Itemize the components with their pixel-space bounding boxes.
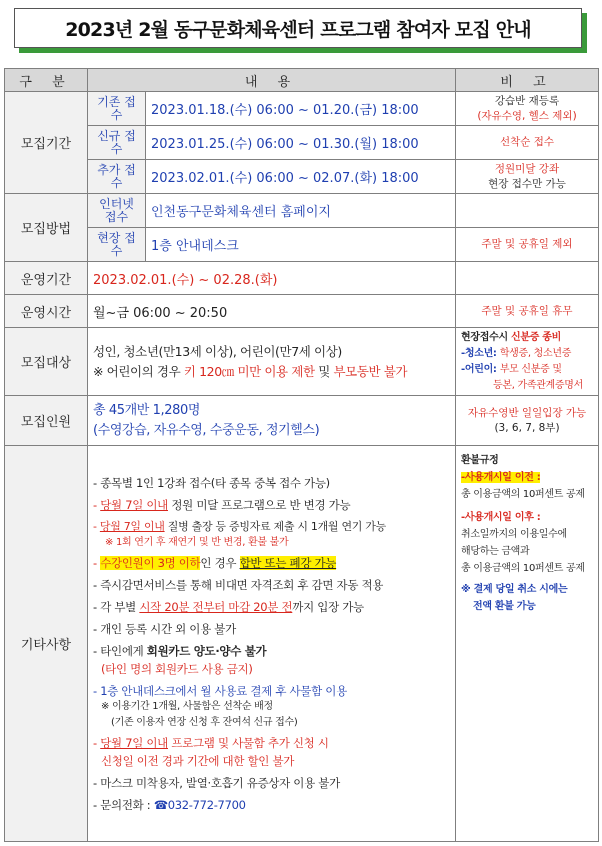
misc-item-10: - 당월 7일 이내 프로그램 및 사물함 추가 신청 시: [93, 735, 329, 750]
refund-line-7: ※ 결제 당일 취소 시에는: [461, 584, 568, 595]
row-method-onsite: [5, 228, 599, 262]
misc-item-1: - 종목별 1인 1강좌 접수(타 종목 중복 접수 가능): [93, 475, 330, 490]
target-line-2: ※ 어린이의 경우 키 120㎝ 미만 이용 제한 및 부모동반 불가: [93, 363, 408, 379]
existing-note: [456, 92, 599, 126]
sub-additional: 추가 접수: [88, 160, 146, 194]
row-method-internet: [5, 194, 599, 228]
additional-note-2: 현장 접수만 가능: [488, 177, 566, 190]
internet-method-text: 인천동구문화체육센터 홈페이지: [146, 194, 456, 228]
new-note: 선착순 접수: [456, 126, 599, 160]
row-capacity: [5, 396, 599, 446]
row-operation-time: [5, 295, 599, 328]
title-banner: [14, 8, 582, 48]
misc-content: [88, 446, 456, 842]
target-note-2: -청소년: 학생증, 청소년증: [461, 347, 572, 359]
new-period-text: 2023.01.25.(수) 06:00 ~ 01.30.(월) 18:00: [146, 126, 456, 160]
refund-line-6: 총 이용금액의 10퍼센트 공제: [461, 563, 585, 574]
operation-period-text: 2023.02.01.(수) ~ 02.28.(화): [88, 262, 456, 295]
category-recruit-method: 모집방법: [5, 194, 88, 262]
misc-item-9-note-2: (기존 이용자 연장 신청 후 잔여석 신규 접수): [111, 716, 298, 728]
misc-item-3: - 당월 7일 이내 질병 출장 등 증빙자료 제출 시 1개월 연기 가능: [93, 519, 386, 533]
misc-item-8-note: (타인 명의 회원카드 사용 금지): [101, 661, 253, 676]
capacity-line-1: 총 45개반 1,280명: [93, 402, 201, 418]
misc-item-2: - 당월 7일 이내 정원 미달 프로그램으로 반 변경 가능: [93, 497, 351, 512]
sub-existing: 기존 접수: [88, 92, 146, 126]
additional-period-text: 2023.02.01.(수) 06:00 ~ 02.07.(화) 18:00: [146, 160, 456, 194]
category-target: 모집대상: [5, 328, 88, 396]
misc-item-12: - 문의전화 : ☎032-772-7700: [93, 797, 246, 812]
capacity-line-2: (수영강습, 자유수영, 수중운동, 정기헬스): [93, 422, 320, 438]
capacity-content: [88, 396, 456, 446]
row-recruit-additional: [5, 160, 599, 194]
misc-item-9-note-1: ※ 이용기간 1개월, 사물함은 선착순 배정: [101, 700, 273, 712]
existing-period-text: 2023.01.18.(수) 06:00 ~ 01.20.(금) 18:00: [146, 92, 456, 126]
refund-line-2: 총 이용금액의 10퍼센트 공제: [461, 489, 585, 500]
additional-note: [456, 160, 599, 194]
refund-title: 환불규정: [461, 455, 499, 466]
target-note-4: 등본, 가족관계증명서: [493, 379, 583, 391]
misc-item-10-cont: 신청일 이전 경과 기간에 대한 할인 불가: [101, 753, 295, 768]
misc-item-9: - 1층 안내데스크에서 월 사용료 결제 후 사물함 이용: [93, 683, 347, 698]
capacity-note: [456, 396, 599, 446]
row-misc: [5, 446, 599, 842]
refund-line-4: 취소일까지의 이용일수에: [461, 529, 567, 540]
category-capacity: 모집인원: [5, 396, 88, 446]
refund-line-1: -사용개시일 이전 :: [461, 472, 541, 483]
operation-time-text: 월~금 06:00 ~ 20:50: [88, 295, 456, 328]
page-title: 2023년 2월 동구문화체육센터 프로그램 참여자 모집 안내: [65, 18, 531, 41]
row-recruit-existing: [5, 92, 599, 126]
category-operation-time: 운영시간: [5, 295, 88, 328]
target-content: [88, 328, 456, 396]
capacity-note-1: 자유수영반 일일입장 가능: [467, 406, 587, 419]
refund-policy: [456, 446, 599, 842]
target-note-3: -어린이: 부모 신분증 및: [461, 363, 562, 375]
misc-item-6: - 각 부별 시작 20분 전부터 마감 20분 전까지 입장 가능: [93, 599, 364, 614]
row-recruit-new: [5, 126, 599, 160]
sub-internet: 인터넷 접수: [88, 194, 146, 228]
category-misc: 기타사항: [5, 446, 88, 842]
refund-line-5: 해당하는 금액과: [461, 546, 530, 557]
header-row: [5, 69, 599, 92]
category-recruit-period: 모집기간: [5, 92, 88, 194]
sub-new: 신규 접수: [88, 126, 146, 160]
operation-time-note: 주말 및 공휴일 휴무: [456, 295, 599, 328]
target-note-1: 현장접수시 신분증 종비: [461, 331, 561, 343]
existing-note-2: (자유수영, 헬스 제외): [477, 109, 577, 122]
category-operation-period: 운영기간: [5, 262, 88, 295]
onsite-note: 주말 및 공휴일 제외: [456, 228, 599, 262]
misc-item-8: - 타인에게 회원카드 양도·양수 불가: [93, 643, 267, 658]
refund-line-8: 전액 환불 가능: [473, 601, 536, 612]
header-remarks: 비 고: [456, 69, 599, 92]
header-content: 내 용: [88, 69, 456, 92]
header-category: 구 분: [5, 69, 88, 92]
info-table: [4, 68, 599, 842]
refund-line-3: -사용개시일 이후 :: [461, 512, 541, 523]
misc-item-11: - 마스크 미착용자, 발열·호흡기 유증상자 이용 불가: [93, 775, 340, 790]
operation-period-note: [456, 262, 599, 295]
misc-item-7: - 개인 등록 시간 외 이용 불가: [93, 621, 236, 636]
existing-note-1: 강습반 재등록: [494, 94, 560, 107]
target-line-1: 성인, 청소년(만13세 이상), 어린이(만7세 이상): [93, 343, 342, 359]
misc-item-3-note: ※ 1회 연기 후 재연기 및 반 변경, 환불 불가: [105, 536, 289, 548]
misc-item-4: - 수강인원이 3명 이하인 경우 합반 또는 폐강 가능: [93, 555, 337, 570]
internet-note: [456, 194, 599, 228]
additional-note-1: 정원미달 강좌: [494, 162, 560, 175]
capacity-note-2: (3, 6, 7, 8부): [494, 421, 560, 434]
misc-item-5: - 즉시감면서비스를 통해 비대면 자격조회 후 감면 자동 적용: [93, 577, 384, 592]
row-target: [5, 328, 599, 396]
onsite-method-text: 1층 안내데스크: [146, 228, 456, 262]
row-operation-period: [5, 262, 599, 295]
target-notes: [456, 328, 599, 396]
sub-onsite: 현장 접수: [88, 228, 146, 262]
